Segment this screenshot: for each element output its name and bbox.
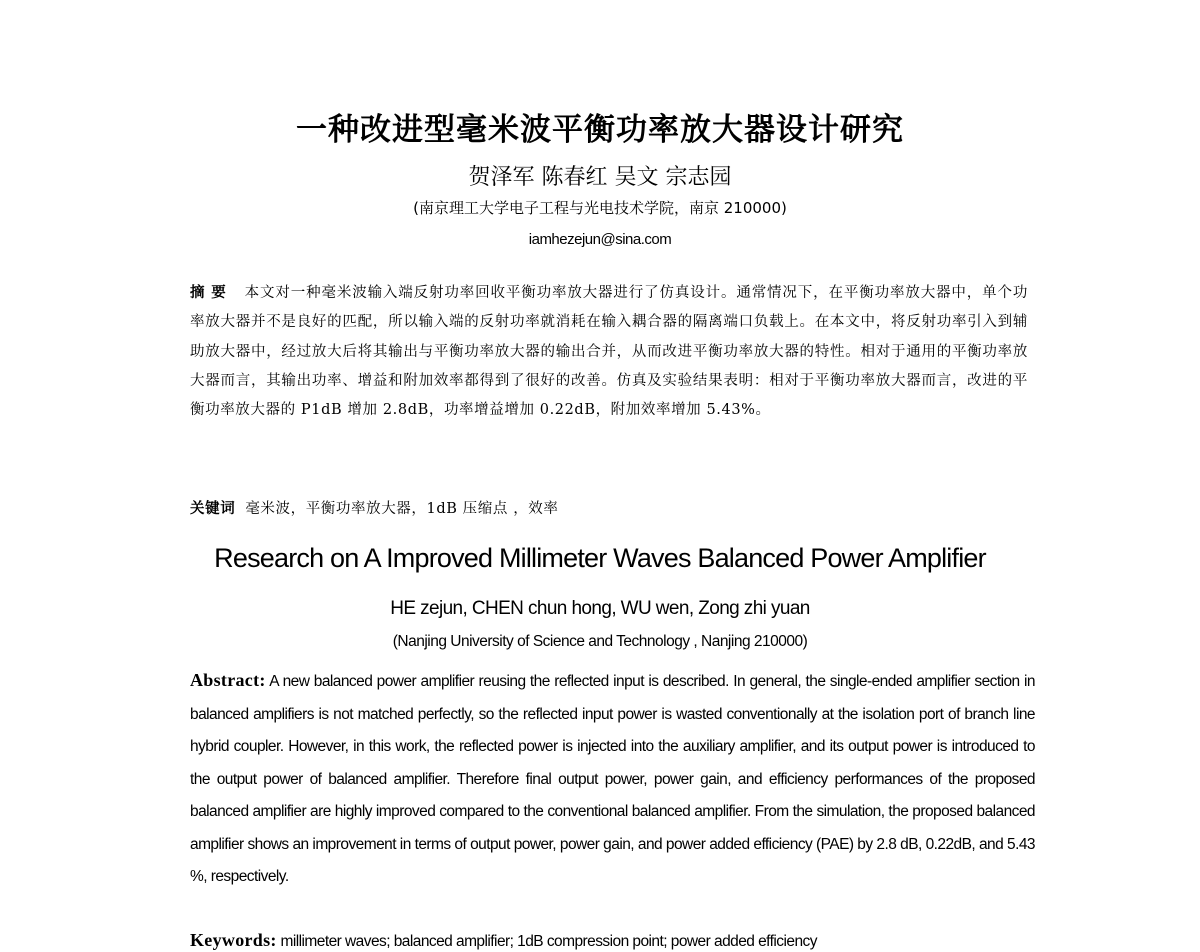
english-keywords-text: millimeter waves; balanced amplifier; 1dB compression point; power added efficiency [280, 933, 817, 950]
chinese-title: 一种改进型毫米波平衡功率放大器设计研究 [296, 112, 904, 148]
english-abstract-text: A new balanced power amplifier reusing the reflected input is described. In general, the single-ended amplifier section in balanced amplifiers is not matched perfectly, so the reflected input power is wasted conventionally at the isolation port of branch line hybrid coupler. However, in this work, the reflected power is injected into the auxiliary amplifier, and its output power is introduced to the output power of balanced amplifier. Therefore final output power, power gain, and efficiency performances of the proposed balanced amplifier are highly improved compared to the conventional balanced amplifier. From the simulation, the proposed balanced amplifier shows an improvement in terms of output power, power gain, and power added efficiency (PAE) by 2.8 dB, 0.22dB, and 5.43 %, respectively. [190, 673, 1035, 885]
chinese-abstract-text: 本文对一种毫米波输入端反射功率回收平衡功率放大器进行了仿真设计。通常情况下，在平衡功率放大器中，单个功率放大器并不是良好的匹配，所以输入端的反射功率就消耗在输入耦合器的隔离端口负载上。在本文中，将反射功率引入到辅助放大器中，经过放大后将其输出与平衡功率放大器的输出合并，从而改进平衡功率放大器的特性。相对于通用的平衡功率放大器而言，其输出功率、增益和附加效率都得到了很好的改善。仿真及实验结果表明：相对于平衡功率放大器而言，改进的平衡功率放大器的 P1dB 增加 2.8dB，功率增益增加 0.22dB，附加效率增加 5.43%。 [190, 285, 1028, 419]
english-keywords-label: Keywords: [190, 930, 277, 950]
chinese-affiliation: (南京理工大学电子工程与光电技术学院，南京 210000) [413, 199, 787, 217]
chinese-abstract [190, 279, 1028, 425]
author-email: iamhezejun@sina.com [528, 231, 672, 248]
chinese-keywords [190, 497, 1028, 518]
english-authors: HE zejun, CHEN chun hong, WU wen, Zong zhi yuan [390, 598, 810, 619]
chinese-authors: 贺泽军 陈春红 吴文 宗志园 [468, 165, 732, 190]
english-abstract [190, 664, 1035, 894]
chinese-abstract-label: 摘 要 [190, 285, 227, 301]
english-keywords [190, 930, 1035, 951]
english-abstract-label: Abstract: [190, 670, 266, 690]
english-title: Research on A Improved Millimeter Waves Balanced Power Amplifier [214, 543, 986, 573]
english-affiliation: (Nanjing University of Science and Technology , Nanjing 210000) [392, 633, 808, 650]
chinese-keywords-text: 毫米波，平衡功率放大器，1dB 压缩点 ，效率 [245, 501, 559, 517]
chinese-keywords-label: 关键词 [190, 501, 236, 517]
